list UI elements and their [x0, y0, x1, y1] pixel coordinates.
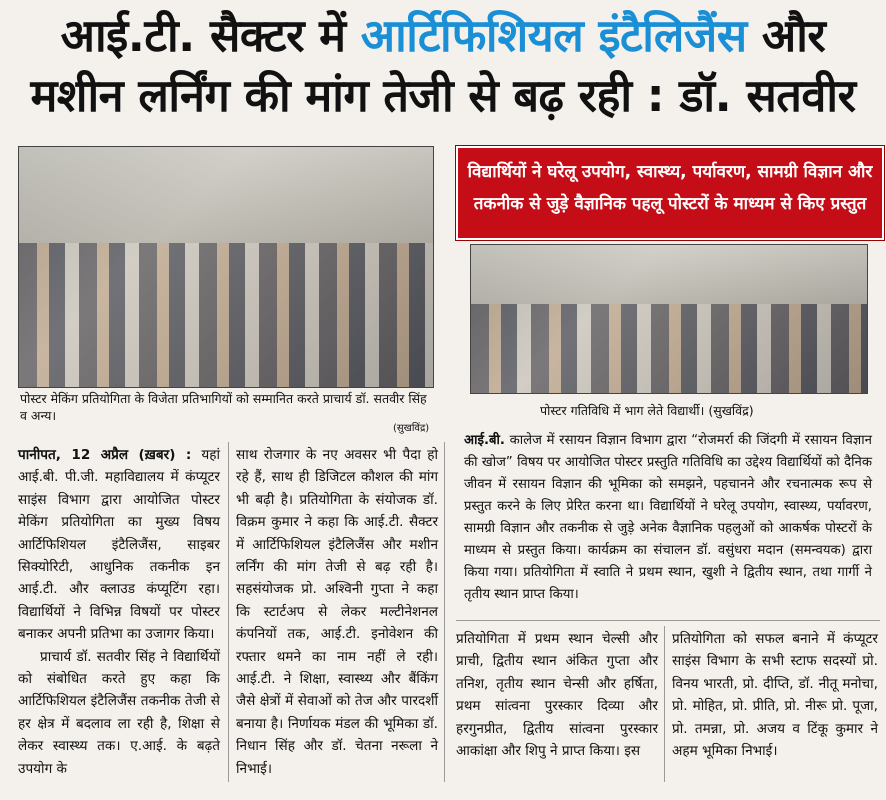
dateline: पानीपत, 12 अप्रैल (ख़बर) :	[18, 447, 192, 463]
poster-activity-photo	[470, 244, 868, 394]
article-column-2	[236, 444, 438, 780]
sidebar-story-lead: आई.बी.	[464, 433, 505, 448]
column-1-paragraph-2: प्राचार्य डॉ. सतवीर सिंह ने विद्यार्थियों को संबोधित करते हुए कहा कि आर्टिफिशियल इंटैलिजैंस तकनीक तेजी से हर क्षेत्र में बदलाव ला रही है, शिक्षा से लेकर स्वास्थ्य तक। ए.आई. के बढ़ते उपयोग के	[18, 648, 220, 777]
photo-group	[471, 304, 867, 393]
photo-credit: (सुखविंद्र)	[393, 423, 430, 434]
photo-backdrop	[471, 245, 867, 304]
column-4-paragraph: प्रतियोगिता को सफल बनाने में कंप्यूटर साइंस विभाग के सभी स्टाफ सदस्यों प्रो. विनय भारती, प्रो. दीप्ति, डॉ. नीतू मनोचा, प्रो. मोहित, प्रो. प्रीति, प्रो. नीरू प्रो. पूजा, प्रो. तमन्ना, प्रो. अजय व टिंकू कुमार ने अहम भूमिका निभाई।	[672, 631, 878, 760]
headline	[0, 6, 886, 126]
headline-highlight: आर्टिफिशियल इंटैलिजैंस	[360, 9, 747, 62]
article-column-3	[456, 628, 658, 762]
sidebar-headline: विद्यार्थियों ने घरेलू उपयोग, स्वास्थ्य, पर्यावरण, सामग्री विज्ञान और तकनीक से जुड़े वैज्ञानिक पहलू पोस्टरों के माध्यम से किए प्रस्तुत	[467, 162, 873, 214]
section-rule	[456, 620, 880, 621]
winners-photo	[18, 146, 434, 388]
article-column-4	[672, 628, 878, 762]
column-3-paragraph: प्रतियोगिता में प्रथम स्थान चेल्सी और प्राची, द्वितीय स्थान अंकित गुप्ता और तनिश, तृतीय स्थान चेन्सी और हर्षिता, प्रथम सांत्वना पुरस्कार दिव्या और हरगुनप्रीत, द्वितीय सांत्वना पुरस्कार आकांक्षा और शिपु ने प्राप्त किया। इस	[456, 631, 658, 760]
winners-photo-caption: पोस्टर मेकिंग प्रतियोगिता के विजेता प्रतिभागियों को सम्मानित करते प्राचार्य डॉ. सतवीर सिंह व अन्य।	[20, 391, 427, 423]
column-rule	[444, 442, 445, 782]
poster-activity-caption: पोस्टर गतिविधि में भाग लेते विद्यार्थी। (सुखविंद्र)	[540, 403, 754, 418]
headline-part-c: और	[761, 9, 826, 62]
sidebar-story-text: कालेज में रसायन विज्ञान विभाग द्वारा “रोजमर्रा की जिंदगी में रसायन विज्ञान की खोज” विषय पर आयोजित पोस्टर प्रस्तुति गतिविधि का उद्देश्य विद्यार्थियों को दैनिक जीवन में रसायन विज्ञान की भूमिका को समझने, पहचानने और रचनात्मक रूप से प्रस्तुत करने के लिए प्रेरित करना था। विद्यार्थियों ने घरेलू उपयोग, स्वास्थ्य, पर्यावरण, सामग्री विज्ञान और तकनीक से जुड़े अनेक वैज्ञानिक पहलुओं को आकर्षक पोस्टरों के माध्यम से प्रस्तुत किया। कार्यक्रम का संचालन डॉ. वसुंधरा मदान (समन्वयक) द्वारा किया गया। प्रतियोगिता में स्वाति ने प्रथम स्थान, खुशी ने द्वितीय स्थान, तथा गार्गी ने तृतीय स्थान प्राप्त किया।	[464, 433, 872, 602]
sidebar-story	[464, 430, 872, 606]
column-2-paragraph: साथ रोजगार के नए अवसर भी पैदा हो रहे हैं, साथ ही डिजिटल कौशल की मांग भी बढ़ी है। प्रतियोगिता के संयोजक डॉ. विक्रम कुमार ने कहा कि आई.टी. सैक्टर में आर्टिफिशियल इंटैलिजैंस और मशीन लर्निंग की मांग तेजी से बढ़ रही है। सहसंयोजक प्रो. अश्विनी गुप्ता ने कहा कि स्टार्टअप से लेकर मल्टीनेशनल कंपनियों तक, आई.टी. इनोवेशन की रफ्तार थमने का नाम नहीं ले रही। आई.टी. ने शिक्षा, स्वास्थ्य और बैंकिंग जैसे क्षेत्रों में सेवाओं को तेज और पारदर्शी बनाया है। निर्णायक मंडल की भूमिका डॉ. निधान सिंह और डॉ. चेतना नरूला ने निभाई।	[236, 447, 438, 777]
headline-line-2: मशीन लर्निंग की मांग तेजी से बढ़ रही : डॉ. सतवीर	[30, 69, 856, 122]
headline-part-a: आई.टी. सैक्टर में	[60, 9, 346, 62]
photo-backdrop	[19, 147, 433, 243]
headline-line-1	[0, 6, 886, 66]
photo-group	[19, 243, 433, 387]
column-rule	[228, 442, 229, 782]
article-column-1	[18, 444, 220, 780]
column-1-paragraph-1: यहां आई.बी. पी.जी. महाविद्यालय में कंप्यूटर साइंस विभाग द्वारा आयोजित पोस्टर मेकिंग प्रतियोगिता का मुख्य विषय आर्टिफिशियल इंटैलिजैंस, साइबर सिक्योरिटी, आधुनिक तकनीक इन आई.टी. और क्लाउड कंप्यूटिंग रहा। विद्यार्थियों ने विभिन्न विषयों पर पोस्टर बनाकर अपनी प्रतिभा का उजागर किया।	[18, 447, 220, 643]
column-rule	[664, 626, 665, 782]
sidebar-headline-box	[456, 146, 884, 240]
